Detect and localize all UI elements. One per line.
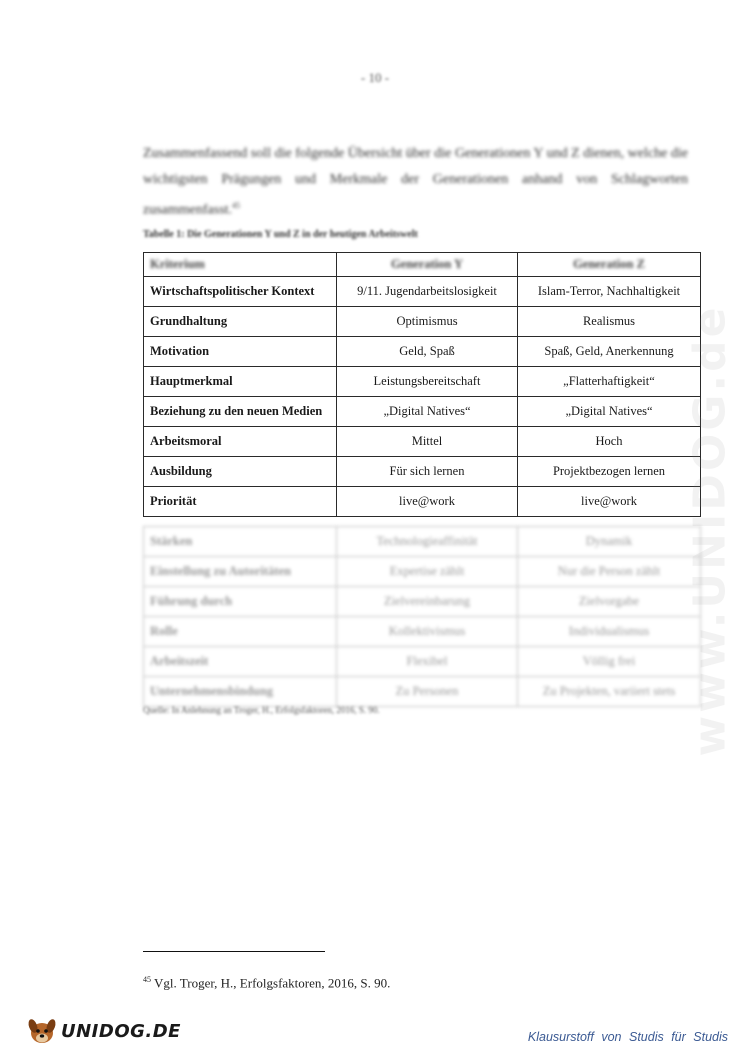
cell-gen-y: Leistungsbereitschaft: [337, 367, 518, 397]
cell-criterion: Priorität: [144, 487, 337, 517]
table-row: [144, 487, 701, 517]
cell-gen-y: Expertise zählt: [337, 557, 518, 587]
cell-gen-y: Optimismus: [337, 307, 518, 337]
cell-criterion: Beziehung zu den neuen Medien: [144, 397, 337, 427]
cell-criterion: Einstellung zu Autoritäten: [144, 557, 337, 587]
cell-criterion: Wirtschaftspolitischer Kontext: [144, 277, 337, 307]
table-row: [144, 617, 701, 647]
cell-gen-y: Technologieaffinität: [337, 527, 518, 557]
cell-criterion: Grundhaltung: [144, 307, 337, 337]
cell-gen-z: „Digital Natives“: [518, 397, 701, 427]
cell-gen-z: Zu Projekten, variiert stets: [518, 677, 701, 707]
dog-icon: [25, 1014, 59, 1048]
cell-criterion: Arbeitsmoral: [144, 427, 337, 457]
blurred-table: [143, 526, 701, 707]
header-criterion: Kriterium: [144, 253, 337, 277]
logo-text: UNIDOG.DE: [61, 1020, 181, 1042]
generations-table: [143, 252, 701, 517]
cell-gen-y: Mittel: [337, 427, 518, 457]
cell-criterion: Motivation: [144, 337, 337, 367]
cell-gen-y: Für sich lernen: [337, 457, 518, 487]
cell-criterion: Unternehmensbindung: [144, 677, 337, 707]
footnote-number: 45: [143, 975, 151, 984]
cell-gen-z: Realismus: [518, 307, 701, 337]
cell-gen-z: Nur die Person zählt: [518, 557, 701, 587]
cell-gen-z: Islam-Terror, Nachhaltigkeit: [518, 277, 701, 307]
cell-gen-y: Geld, Spaß: [337, 337, 518, 367]
cell-gen-z: Projektbezogen lernen: [518, 457, 701, 487]
cell-gen-y: „Digital Natives“: [337, 397, 518, 427]
table-row: [144, 397, 701, 427]
table-source: Quelle: In Anlehnung an Troger, H., Erfolgsfaktoren, 2016, S. 90.: [143, 705, 380, 715]
table-row: [144, 277, 701, 307]
header-gen-y: Generation Y: [337, 253, 518, 277]
footnote-text: Vgl. Troger, H., Erfolgsfaktoren, 2016, S. 90.: [154, 975, 391, 991]
table-row: [144, 587, 701, 617]
table-header-row: [144, 253, 701, 277]
cell-criterion: Hauptmerkmal: [144, 367, 337, 397]
cell-gen-z: Völlig frei: [518, 647, 701, 677]
table-row: [144, 677, 701, 707]
table-row: [144, 427, 701, 457]
cell-gen-z: Dynamik: [518, 527, 701, 557]
cell-criterion: Arbeitszeit: [144, 647, 337, 677]
table-row: [144, 457, 701, 487]
intro-footnote-ref: 45: [232, 201, 241, 210]
page-number: - 10 -: [360, 70, 390, 85]
intro-text: Zusammenfassend soll die folgende Übersicht über die Generationen Y und Z dienen, welche die wichtigsten Prägungen und Merkmale der Generationen anhand von Schlagworten zusammenfasst.: [143, 146, 688, 218]
cell-gen-y: 9/11. Jugendarbeitslosigkeit: [337, 277, 518, 307]
cell-gen-z: Zielvorgabe: [518, 587, 701, 617]
cell-gen-z: Hoch: [518, 427, 701, 457]
logo[interactable]: [25, 1013, 181, 1049]
cell-criterion: Ausbildung: [144, 457, 337, 487]
table-row: [144, 367, 701, 397]
cell-gen-y: Zu Personen: [337, 677, 518, 707]
table-caption: Tabelle 1: Die Generationen Y und Z in der heutigen Arbeitswelt: [143, 229, 418, 240]
table-row: [144, 557, 701, 587]
blurred-table-section: [143, 526, 700, 706]
cell-gen-z: „Flatterhaftigkeit“: [518, 367, 701, 397]
cell-gen-z: Individualismus: [518, 617, 701, 647]
table-row: [144, 647, 701, 677]
intro-paragraph: [143, 141, 688, 224]
footnote: [143, 975, 390, 991]
table-row: [144, 307, 701, 337]
cell-gen-y: Flexibel: [337, 647, 518, 677]
cell-gen-y: Zielvereinbarung: [337, 587, 518, 617]
cell-gen-y: Kollektivismus: [337, 617, 518, 647]
table-row: [144, 527, 701, 557]
cell-criterion: Stärken: [144, 527, 337, 557]
cell-criterion: Rolle: [144, 617, 337, 647]
cell-criterion: Führung durch: [144, 587, 337, 617]
cell-gen-z: live@work: [518, 487, 701, 517]
table-row: [144, 337, 701, 367]
cell-gen-y: live@work: [337, 487, 518, 517]
cell-gen-z: Spaß, Geld, Anerkennung: [518, 337, 701, 367]
footnote-rule: [143, 951, 325, 952]
watermark-text: www.UNIDOG.de: [684, 304, 736, 756]
header-gen-z: Generation Z: [518, 253, 701, 277]
tagline: Klausurstoff von Studis für Studis: [527, 1030, 728, 1044]
